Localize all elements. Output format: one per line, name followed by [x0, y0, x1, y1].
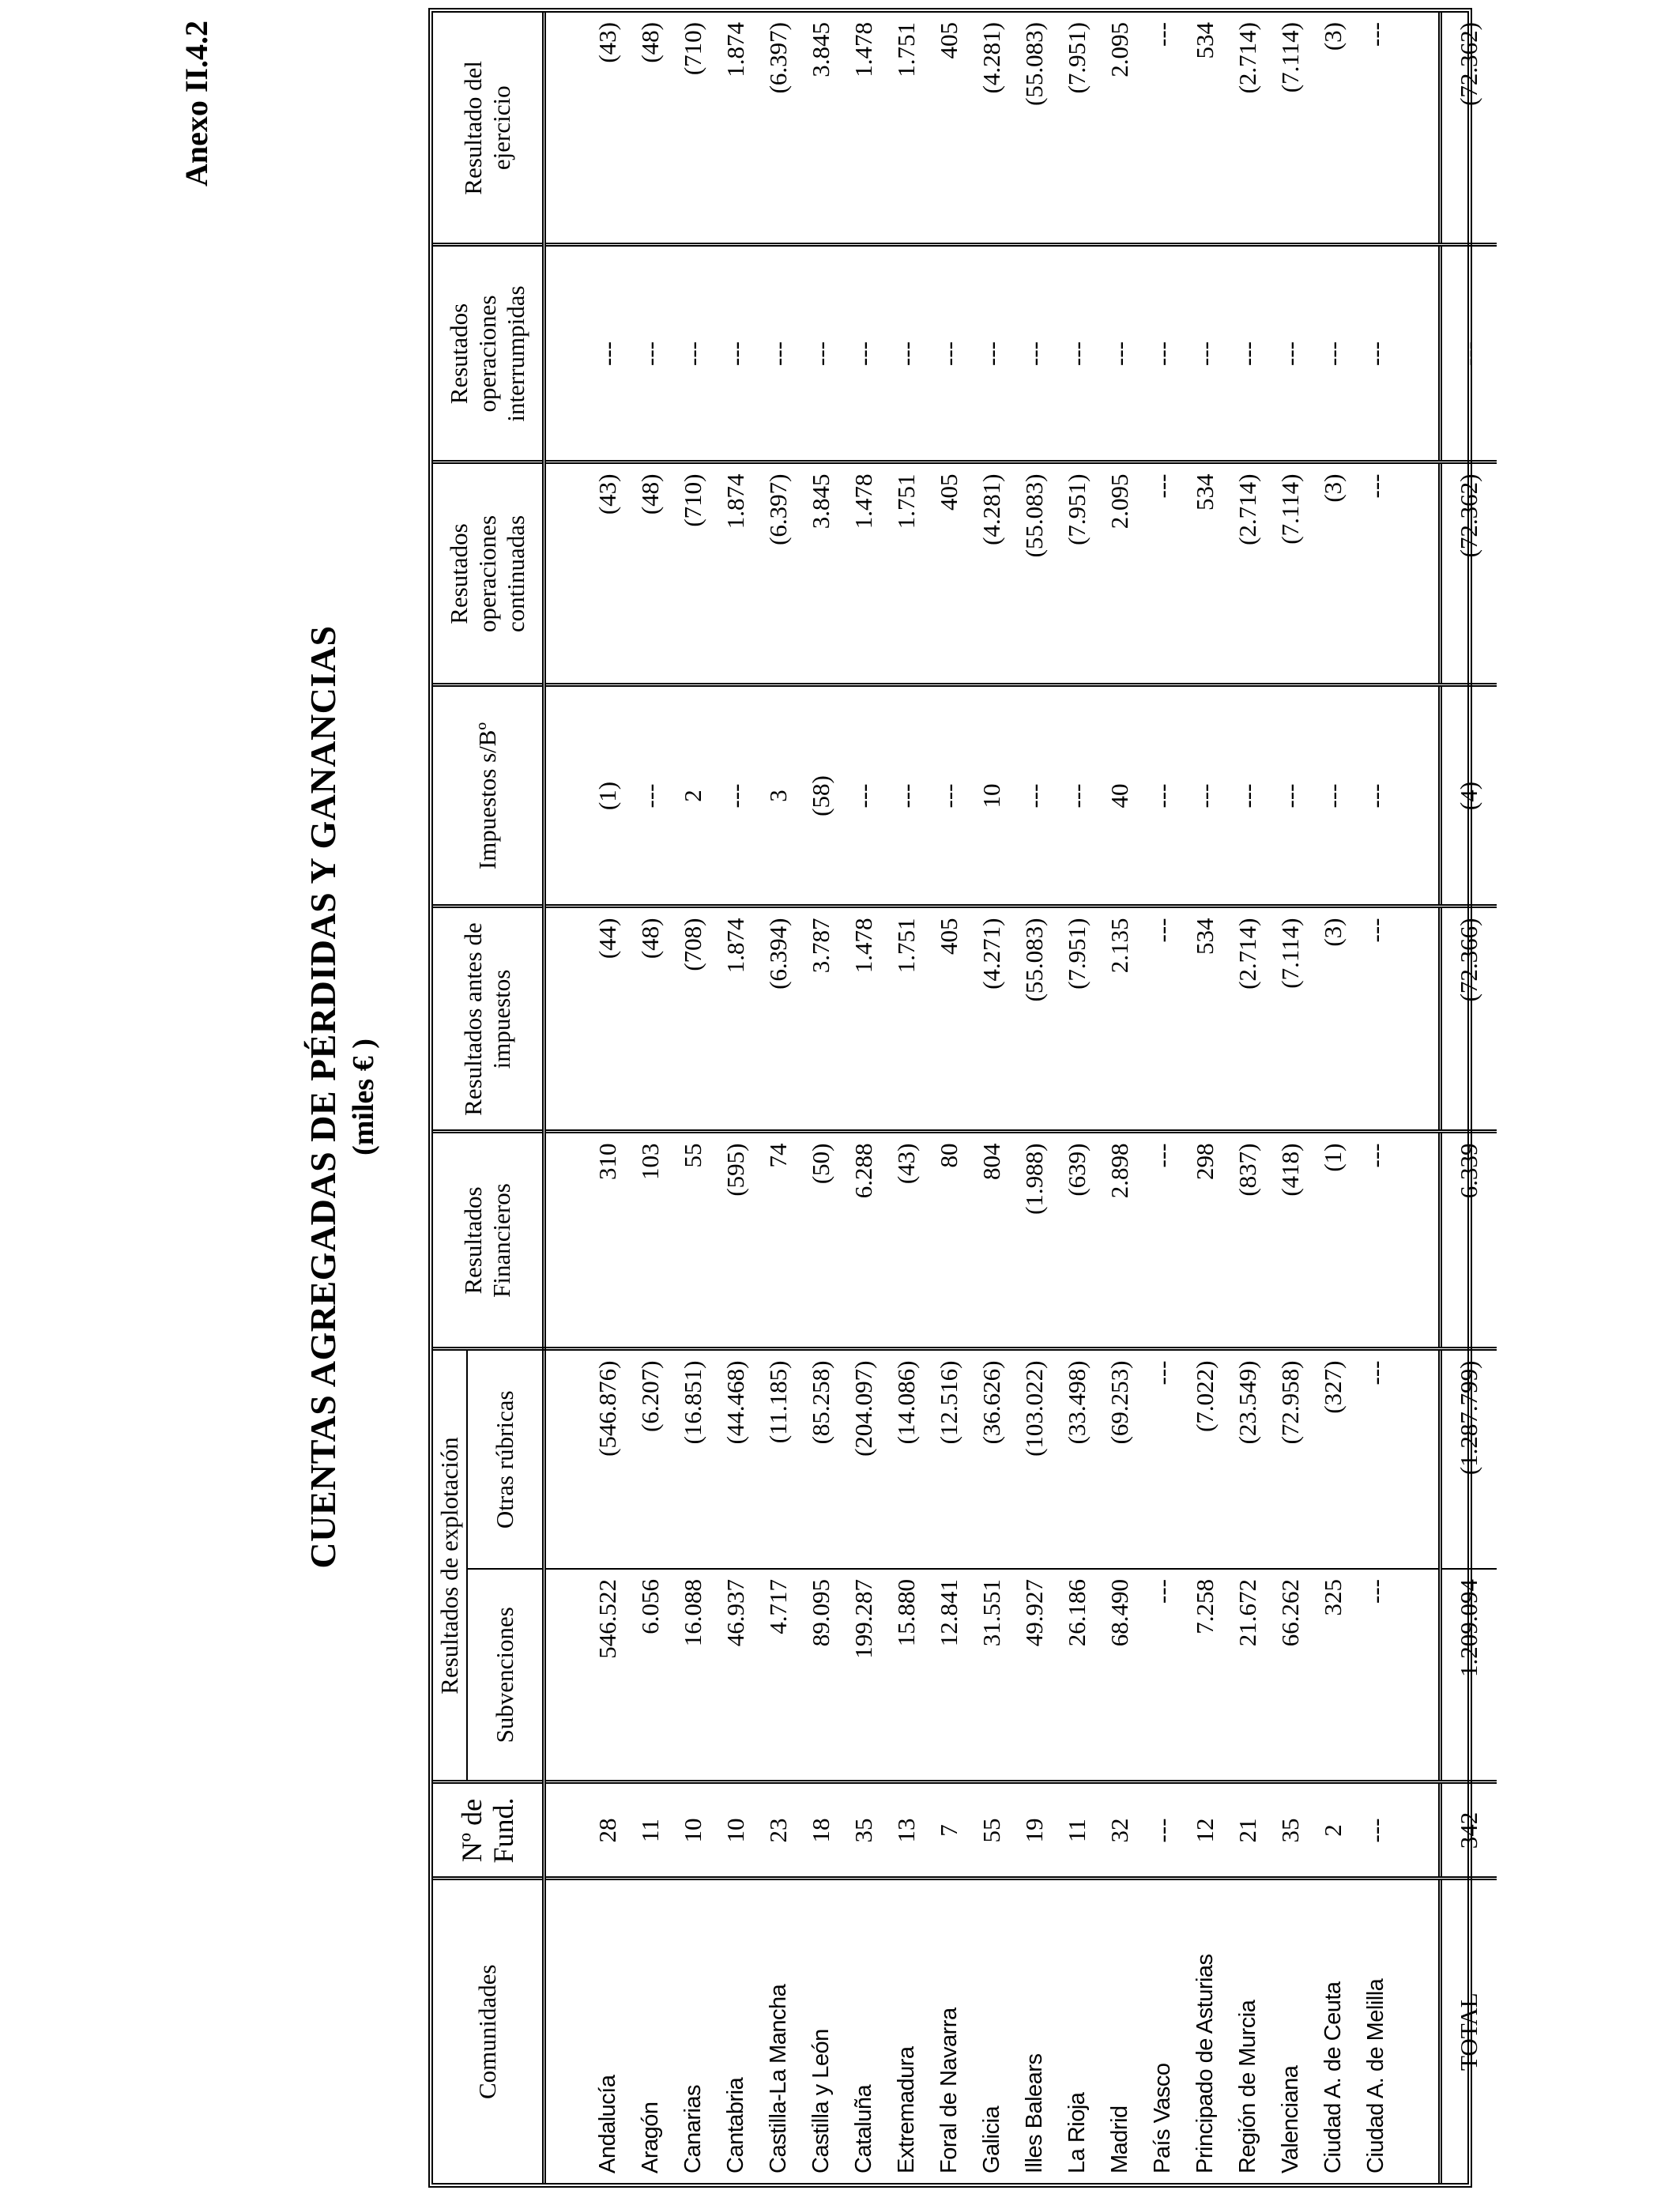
otras-rubricas-cell: (36.626) — [970, 1349, 1013, 1569]
impuestos-cell: --- — [885, 685, 928, 907]
subvenciones-cell: 15.880 — [885, 1569, 928, 1782]
num-fund-cell: 7 — [928, 1782, 970, 1879]
table-row — [629, 13, 672, 2183]
continuadas-cell: (55.083) — [1013, 462, 1056, 685]
subvenciones-cell: 26.186 — [1056, 1569, 1098, 1782]
comunidad-cell: Extremadura — [894, 2046, 919, 2173]
impuestos-cell: (58) — [800, 685, 842, 907]
header-operaciones-interrumpidas: Resutados operaciones interrumpidas — [433, 245, 544, 462]
otras-rubricas-cell: (103.022) — [1013, 1349, 1056, 1569]
header-comunidades: Comunidades — [433, 1879, 544, 2183]
comunidad-cell: País Vasco — [1150, 2063, 1175, 2173]
ejercicio-cell: 3.845 — [800, 13, 842, 245]
header-impuestos: Impuestos s/Bº — [433, 685, 544, 907]
antes-impuestos-cell: (2.714) — [1226, 907, 1269, 1132]
header-resultados-financieros: Resultados Financieros — [433, 1132, 544, 1349]
antes-impuestos-cell: (3) — [1312, 907, 1354, 1132]
subvenciones-cell: --- — [1354, 1569, 1397, 1782]
financieros-cell: (639) — [1056, 1132, 1098, 1349]
continuadas-cell: (7.114) — [1269, 462, 1312, 685]
comunidad-cell: Región de Murcia — [1235, 2000, 1260, 2173]
otras-rubricas-cell: (327) — [1312, 1349, 1354, 1569]
ejercicio-cell: --- — [1354, 13, 1397, 245]
financieros-cell: 310 — [586, 1132, 629, 1349]
ejercicio-cell: 1.751 — [885, 13, 928, 245]
total-continuadas: (72.362) — [1440, 462, 1497, 685]
continuadas-cell: 534 — [1184, 462, 1226, 685]
financieros-cell: (1) — [1312, 1132, 1354, 1349]
table-row — [1269, 13, 1312, 2183]
ejercicio-cell: (4.281) — [970, 13, 1013, 245]
otras-rubricas-cell: (23.549) — [1226, 1349, 1269, 1569]
comunidad-cell: Andalucía — [595, 2075, 620, 2173]
comunidad-cell: Ciudad A. de Melilla — [1363, 1978, 1388, 2173]
impuestos-cell: --- — [1184, 685, 1226, 907]
total-otras: (1.287.799) — [1440, 1349, 1497, 1569]
financieros-cell: (837) — [1226, 1132, 1269, 1349]
table-row — [714, 13, 757, 2183]
subvenciones-cell: 31.551 — [970, 1569, 1013, 1782]
antes-impuestos-cell: (7.951) — [1056, 907, 1098, 1132]
ejercicio-cell: 1.478 — [842, 13, 885, 245]
subvenciones-cell: 49.927 — [1013, 1569, 1056, 1782]
interrumpidas-cell: --- — [800, 245, 842, 462]
header-num-fund: Nº de Fund. — [433, 1782, 544, 1879]
continuadas-cell: (43) — [586, 462, 629, 685]
impuestos-cell: --- — [1312, 685, 1354, 907]
interrumpidas-cell: --- — [1098, 245, 1141, 462]
continuadas-cell: (710) — [672, 462, 714, 685]
comunidad-cell: Aragón — [638, 2102, 663, 2173]
total-antes-impuestos: (72.366) — [1440, 907, 1497, 1132]
financieros-cell: (43) — [885, 1132, 928, 1349]
financieros-cell: --- — [1354, 1132, 1397, 1349]
table-row — [1141, 13, 1184, 2183]
table-row — [586, 13, 629, 2183]
header-otras-rubricas: Otras rúbricas — [467, 1349, 544, 1569]
antes-impuestos-cell: (7.114) — [1269, 907, 1312, 1132]
num-fund-cell: 23 — [757, 1782, 800, 1879]
antes-impuestos-cell: (6.394) — [757, 907, 800, 1132]
antes-impuestos-cell: 2.135 — [1098, 907, 1141, 1132]
otras-rubricas-cell: (72.958) — [1269, 1349, 1312, 1569]
impuestos-cell: --- — [1226, 685, 1269, 907]
header-operaciones-continuadas: Resutados operaciones continuadas — [433, 462, 544, 685]
impuestos-cell: --- — [1141, 685, 1184, 907]
otras-rubricas-cell: (7.022) — [1184, 1349, 1226, 1569]
header-resultados-antes-impuestos: Resultados antes de impuestos — [433, 907, 544, 1132]
continuadas-cell: 405 — [928, 462, 970, 685]
ejercicio-cell: 1.874 — [714, 13, 757, 245]
ejercicio-cell: (48) — [629, 13, 672, 245]
subvenciones-cell: 66.262 — [1269, 1569, 1312, 1782]
num-fund-cell: 28 — [586, 1782, 629, 1879]
financieros-cell: 298 — [1184, 1132, 1226, 1349]
ejercicio-cell: (7.114) — [1269, 13, 1312, 245]
table-row — [1226, 13, 1269, 2183]
ejercicio-cell: --- — [1141, 13, 1184, 245]
total-label: TOTAL — [1440, 1879, 1497, 2183]
interrumpidas-cell: --- — [1312, 245, 1354, 462]
header-resultados-explotacion: Resultados de explotación — [433, 1349, 467, 1782]
subvenciones-cell: 7.258 — [1184, 1569, 1226, 1782]
otras-rubricas-cell: (11.185) — [757, 1349, 800, 1569]
financieros-cell: 2.898 — [1098, 1132, 1141, 1349]
antes-impuestos-cell: (55.083) — [1013, 907, 1056, 1132]
comunidad-cell: Principado de Asturias — [1192, 1954, 1218, 2173]
antes-impuestos-cell: 1.478 — [842, 907, 885, 1132]
ejercicio-cell: (2.714) — [1226, 13, 1269, 245]
subvenciones-cell: 546.522 — [586, 1569, 629, 1782]
table-row — [1184, 13, 1226, 2183]
interrumpidas-cell: --- — [842, 245, 885, 462]
financieros-cell: 804 — [970, 1132, 1013, 1349]
num-fund-cell: 12 — [1184, 1782, 1226, 1879]
continuadas-cell: --- — [1141, 462, 1184, 685]
page-title: CUENTAS AGREGADAS DE PÉRDIDAS Y GANANCIAS — [303, 625, 343, 1569]
total-impuestos: (4) — [1440, 685, 1497, 907]
comunidad-cell: Cantabria — [723, 2077, 748, 2173]
otras-rubricas-cell: (6.207) — [629, 1349, 672, 1569]
num-fund-cell: 2 — [1312, 1782, 1354, 1879]
total-fund: 342 — [1440, 1782, 1497, 1879]
antes-impuestos-cell: 1.751 — [885, 907, 928, 1132]
num-fund-cell: --- — [1354, 1782, 1397, 1879]
impuestos-cell: --- — [1269, 685, 1312, 907]
subvenciones-cell: 89.095 — [800, 1569, 842, 1782]
otras-rubricas-cell: (69.253) — [1098, 1349, 1141, 1569]
total-subvenciones: 1.209.094 — [1440, 1569, 1497, 1782]
continuadas-cell: (4.281) — [970, 462, 1013, 685]
num-fund-cell: 35 — [1269, 1782, 1312, 1879]
antes-impuestos-cell: (4.271) — [970, 907, 1013, 1132]
otras-rubricas-cell: --- — [1141, 1349, 1184, 1569]
interrumpidas-cell: --- — [1269, 245, 1312, 462]
financieros-cell: (50) — [800, 1132, 842, 1349]
subvenciones-cell: 21.672 — [1226, 1569, 1269, 1782]
continuadas-cell: (2.714) — [1226, 462, 1269, 685]
impuestos-cell: 10 — [970, 685, 1013, 907]
interrumpidas-cell: --- — [629, 245, 672, 462]
financieros-cell: 6.288 — [842, 1132, 885, 1349]
comunidad-cell: Illes Balears — [1022, 2053, 1047, 2173]
financieros-cell: (1.988) — [1013, 1132, 1056, 1349]
comunidad-cell: La Rioja — [1064, 2092, 1090, 2173]
table-body — [544, 13, 1440, 2183]
ejercicio-cell: (6.397) — [757, 13, 800, 245]
header-resultado-ejercicio: Resultado del ejercicio — [433, 13, 544, 245]
antes-impuestos-cell: --- — [1354, 907, 1397, 1132]
table-row — [1098, 13, 1141, 2183]
ejercicio-cell: 534 — [1184, 13, 1226, 245]
total-financieros: 6.339 — [1440, 1132, 1497, 1349]
interrumpidas-cell: --- — [970, 245, 1013, 462]
impuestos-cell: 40 — [1098, 685, 1141, 907]
subvenciones-cell: 16.088 — [672, 1569, 714, 1782]
interrumpidas-cell: --- — [586, 245, 629, 462]
impuestos-cell: --- — [1056, 685, 1098, 907]
interrumpidas-cell: --- — [885, 245, 928, 462]
otras-rubricas-cell: --- — [1354, 1349, 1397, 1569]
num-fund-cell: 13 — [885, 1782, 928, 1879]
impuestos-cell: 2 — [672, 685, 714, 907]
antes-impuestos-cell: 3.787 — [800, 907, 842, 1132]
table-row — [800, 13, 842, 2183]
financieros-cell: (595) — [714, 1132, 757, 1349]
continuadas-cell: 3.845 — [800, 462, 842, 685]
antes-impuestos-cell: 1.874 — [714, 907, 757, 1132]
otras-rubricas-cell: (16.851) — [672, 1349, 714, 1569]
impuestos-cell: --- — [714, 685, 757, 907]
ejercicio-cell: (3) — [1312, 13, 1354, 245]
ejercicio-cell: 405 — [928, 13, 970, 245]
continuadas-cell: (6.397) — [757, 462, 800, 685]
interrumpidas-cell: --- — [1013, 245, 1056, 462]
subvenciones-cell: 46.937 — [714, 1569, 757, 1782]
subvenciones-cell: 199.287 — [842, 1569, 885, 1782]
subvenciones-cell: 4.717 — [757, 1569, 800, 1782]
results-table — [433, 13, 1497, 2183]
num-fund-cell: 55 — [970, 1782, 1013, 1879]
comunidad-cell: Canarias — [680, 2084, 706, 2173]
subvenciones-cell: 12.841 — [928, 1569, 970, 1782]
impuestos-cell: (1) — [586, 685, 629, 907]
financieros-cell: 80 — [928, 1132, 970, 1349]
impuestos-cell: --- — [1354, 685, 1397, 907]
financieros-cell: 103 — [629, 1132, 672, 1349]
num-fund-cell: 11 — [1056, 1782, 1098, 1879]
comunidad-cell: Galicia — [979, 2105, 1004, 2173]
num-fund-cell: 18 — [800, 1782, 842, 1879]
financieros-cell: (418) — [1269, 1132, 1312, 1349]
comunidad-cell: Castilla-La Mancha — [766, 1984, 791, 2173]
interrumpidas-cell: --- — [1056, 245, 1098, 462]
interrumpidas-cell: --- — [1354, 245, 1397, 462]
ejercicio-cell: 2.095 — [1098, 13, 1141, 245]
table-row — [970, 13, 1013, 2183]
subvenciones-cell: 68.490 — [1098, 1569, 1141, 1782]
comunidad-cell: Madrid — [1107, 2105, 1132, 2173]
ejercicio-cell: (43) — [586, 13, 629, 245]
impuestos-cell: --- — [1013, 685, 1056, 907]
continuadas-cell: 2.095 — [1098, 462, 1141, 685]
subvenciones-cell: 325 — [1312, 1569, 1354, 1782]
total-ejercicio: (72.362) — [1440, 13, 1497, 245]
otras-rubricas-cell: (33.498) — [1056, 1349, 1098, 1569]
table-row — [842, 13, 885, 2183]
annex-label: Anexo II.4.2 — [179, 21, 214, 187]
ejercicio-cell: (710) — [672, 13, 714, 245]
num-fund-cell: 10 — [714, 1782, 757, 1879]
num-fund-cell: 21 — [1226, 1782, 1269, 1879]
financieros-cell: 74 — [757, 1132, 800, 1349]
table-row — [672, 13, 714, 2183]
otras-rubricas-cell: (14.086) — [885, 1349, 928, 1569]
comunidad-cell: Ciudad A. de Ceuta — [1320, 1981, 1346, 2173]
results-table-frame — [428, 8, 1483, 2188]
financieros-cell: --- — [1141, 1132, 1184, 1349]
total-row — [1440, 13, 1497, 2183]
otras-rubricas-cell: (204.097) — [842, 1349, 885, 1569]
continuadas-cell: 1.874 — [714, 462, 757, 685]
otras-rubricas-cell: (85.258) — [800, 1349, 842, 1569]
impuestos-cell: --- — [928, 685, 970, 907]
interrumpidas-cell: --- — [714, 245, 757, 462]
comunidad-cell: Valenciana — [1278, 2065, 1303, 2173]
continuadas-cell: (3) — [1312, 462, 1354, 685]
antes-impuestos-cell: (44) — [586, 907, 629, 1132]
impuestos-cell: --- — [842, 685, 885, 907]
table-row — [885, 13, 928, 2183]
antes-impuestos-cell: (48) — [629, 907, 672, 1132]
table-row — [928, 13, 970, 2183]
total-interrumpidas: --- — [1440, 245, 1497, 462]
num-fund-cell: 35 — [842, 1782, 885, 1879]
antes-impuestos-cell: 534 — [1184, 907, 1226, 1132]
comunidad-cell: Cataluña — [851, 2084, 876, 2173]
continuadas-cell: (48) — [629, 462, 672, 685]
header-subvenciones: Subvenciones — [467, 1569, 544, 1782]
table-row — [757, 13, 800, 2183]
antes-impuestos-cell: --- — [1141, 907, 1184, 1132]
subvenciones-cell: --- — [1141, 1569, 1184, 1782]
ejercicio-cell: (55.083) — [1013, 13, 1056, 245]
impuestos-cell: 3 — [757, 685, 800, 907]
interrumpidas-cell: --- — [1226, 245, 1269, 462]
continuadas-cell: 1.478 — [842, 462, 885, 685]
interrumpidas-cell: --- — [672, 245, 714, 462]
num-fund-cell: 32 — [1098, 1782, 1141, 1879]
continuadas-cell: (7.951) — [1056, 462, 1098, 685]
num-fund-cell: 11 — [629, 1782, 672, 1879]
interrumpidas-cell: --- — [1141, 245, 1184, 462]
table-row — [1354, 13, 1397, 2183]
otras-rubricas-cell: (546.876) — [586, 1349, 629, 1569]
table-row — [1013, 13, 1056, 2183]
financieros-cell: 55 — [672, 1132, 714, 1349]
otras-rubricas-cell: (44.468) — [714, 1349, 757, 1569]
otras-rubricas-cell: (12.516) — [928, 1349, 970, 1569]
table-row — [1056, 13, 1098, 2183]
antes-impuestos-cell: 405 — [928, 907, 970, 1132]
subvenciones-cell: 6.056 — [629, 1569, 672, 1782]
antes-impuestos-cell: (708) — [672, 907, 714, 1132]
units-subtitle: (miles € ) — [347, 1039, 380, 1155]
comunidad-cell: Foral de Navarra — [936, 2007, 962, 2173]
interrumpidas-cell: --- — [757, 245, 800, 462]
continuadas-cell: 1.751 — [885, 462, 928, 685]
ejercicio-cell: (7.951) — [1056, 13, 1098, 245]
table-row — [1312, 13, 1354, 2183]
interrumpidas-cell: --- — [1184, 245, 1226, 462]
num-fund-cell: 10 — [672, 1782, 714, 1879]
continuadas-cell: --- — [1354, 462, 1397, 685]
num-fund-cell: --- — [1141, 1782, 1184, 1879]
impuestos-cell: --- — [629, 685, 672, 907]
interrumpidas-cell: --- — [928, 245, 970, 462]
comunidad-cell: Castilla y León — [808, 2029, 834, 2173]
num-fund-cell: 19 — [1013, 1782, 1056, 1879]
